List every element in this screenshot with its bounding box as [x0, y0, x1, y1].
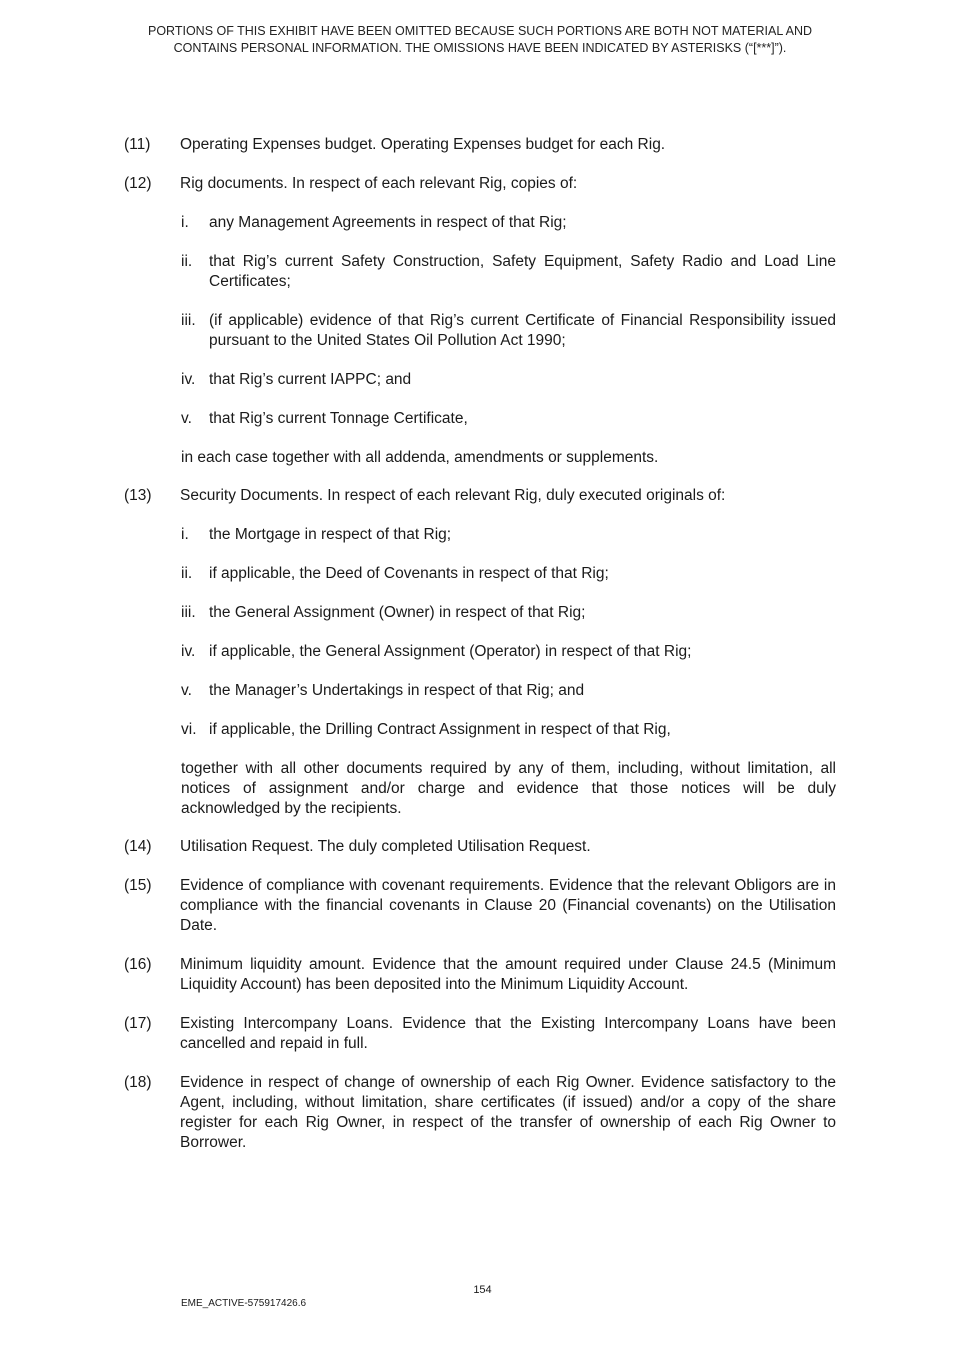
- clause-text: Evidence in respect of change of ownership of each Rig Owner. Evidence satisfactory to the Agent, including, without limitation, share certificates (if issued) and/or a copy of the share register for each Rig Owner, in respect of the transfer of ownership of each Rig Owner to Borrower.: [180, 1074, 836, 1151]
- sub-item-number: i.: [181, 526, 189, 543]
- clause-13-tail: together with all other documents required by any of them, including, without limitation, all notices of assignment and/or charge and evidence that those notices will be duly acknowledged by the recipients.: [181, 760, 836, 817]
- sub-item-text: if applicable, the Deed of Covenants in respect of that Rig;: [209, 565, 609, 582]
- clause-text: Utilisation Request. The duly completed Utilisation Request.: [180, 838, 591, 855]
- clause-number: (11): [124, 136, 151, 153]
- header-line-2: CONTAINS PERSONAL INFORMATION. THE OMISSIONS HAVE BEEN INDICATED BY ASTERISKS (“[***]”).: [173, 41, 787, 55]
- sub-item-text: if applicable, the Drilling Contract Assignment in respect of that Rig,: [209, 721, 671, 738]
- clause-text: Rig documents. In respect of each relevant Rig, copies of:: [180, 175, 578, 192]
- sub-item-text: if applicable, the General Assignment (Operator) in respect of that Rig;: [209, 643, 692, 660]
- clause-number: (16): [124, 956, 152, 973]
- sub-item-text: that Rig’s current Safety Construction, Safety Equipment, Safety Radio and Load Line Certificates;: [209, 253, 836, 290]
- sub-item-number: vi.: [181, 721, 197, 738]
- document-id: EME_ACTIVE-575917426.6: [181, 1298, 307, 1309]
- sub-item-text: the Manager’s Undertakings in respect of that Rig; and: [209, 682, 585, 699]
- clause-text: Evidence of compliance with covenant requirements. Evidence that the relevant Obligors are in compliance with the financial covenants in Clause 20 (Financial covenants) on the Utilisation Date.: [180, 877, 836, 934]
- clause-number: (12): [124, 175, 152, 192]
- clause-number: (13): [124, 487, 152, 504]
- clause-text: Security Documents. In respect of each relevant Rig, duly executed originals of:: [180, 487, 726, 504]
- sub-item-text: that Rig’s current IAPPC; and: [209, 371, 412, 388]
- clause-text: Operating Expenses budget. Operating Expenses budget for each Rig.: [180, 136, 666, 153]
- sub-item-text: that Rig’s current Tonnage Certificate,: [209, 410, 468, 427]
- sub-item-number: i.: [181, 214, 189, 231]
- sub-item-number: v.: [181, 410, 192, 427]
- page-number: 154: [473, 1284, 492, 1296]
- sub-item-number: iv.: [181, 371, 196, 388]
- sub-item-number: v.: [181, 682, 192, 699]
- clause-text: Minimum liquidity amount. Evidence that the amount required under Clause 24.5 (Minimum Liquidity Account) has been deposited into the Minimum Liquidity Account.: [180, 956, 836, 993]
- clause-number: (15): [124, 877, 152, 894]
- sub-item-number: iii.: [181, 312, 196, 329]
- clause-text: Existing Intercompany Loans. Evidence that the Existing Intercompany Loans have been cancelled and repaid in full.: [180, 1015, 836, 1052]
- sub-item-text: (if applicable) evidence of that Rig’s current Certificate of Financial Responsibility issued pursuant to the United States Oil Pollution Act 1990;: [209, 312, 836, 349]
- sub-item-text: the General Assignment (Owner) in respect of that Rig;: [209, 604, 586, 621]
- clause-12-tail: in each case together with all addenda, amendments or supplements.: [181, 449, 659, 466]
- sub-item-text: any Management Agreements in respect of that Rig;: [209, 214, 567, 231]
- sub-item-number: ii.: [181, 253, 193, 270]
- sub-item-number: iv.: [181, 643, 196, 660]
- sub-item-number: ii.: [181, 565, 193, 582]
- omission-notice-header: [110, 23, 850, 57]
- header-line-1: PORTIONS OF THIS EXHIBIT HAVE BEEN OMITTED BECAUSE SUCH PORTIONS ARE BOTH NOT MATERIAL AND: [147, 24, 812, 38]
- clause-number: (14): [124, 838, 152, 855]
- sub-item-number: iii.: [181, 604, 196, 621]
- clause-number: (18): [124, 1074, 152, 1091]
- clause-number: (17): [124, 1015, 152, 1032]
- sub-item-text: the Mortgage in respect of that Rig;: [209, 526, 452, 543]
